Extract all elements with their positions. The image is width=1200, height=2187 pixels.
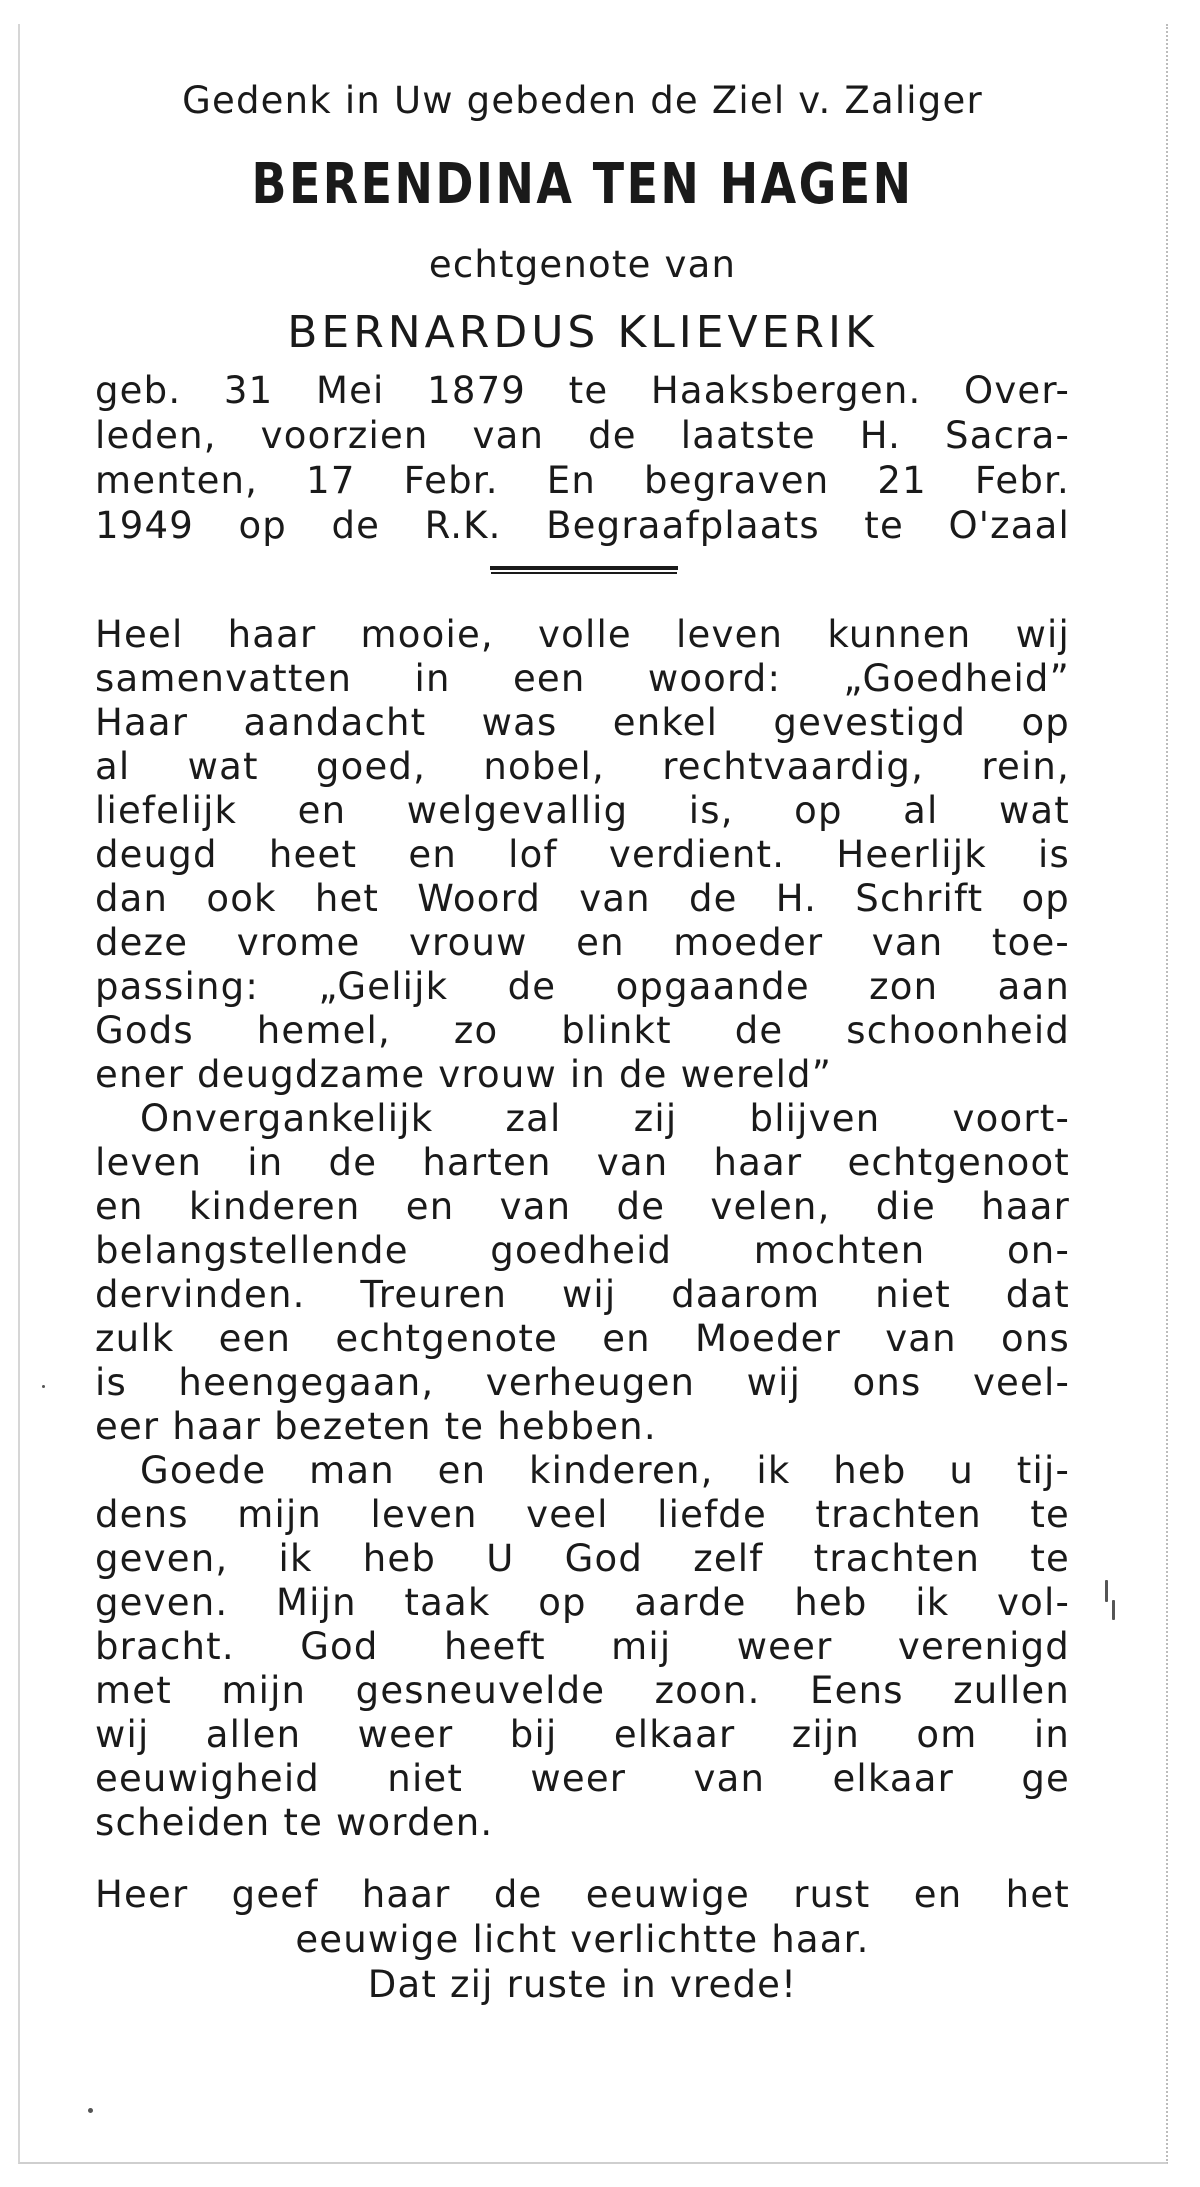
body-line: dervinden. Treuren wij daarom niet dat [95,1273,1070,1316]
deceased-name: BERENDINA TEN HAGEN [251,152,914,217]
body-line: bracht. God heeft mij weer verenigd [95,1625,1070,1668]
body-line: eer haar bezeten te hebben. [95,1405,657,1448]
body-line: passing: „Gelijk de opgaande zon aan [95,965,1070,1008]
body-line: met mijn gesneuvelde zoon. Eens zullen [95,1669,1070,1712]
body-line: dens mijn leven veel liefde trachten te [95,1493,1070,1536]
body-line: is heengegaan, verheugen wij ons veel- [95,1361,1070,1404]
body-line: Onvergankelijk zal zij blijven voort- [140,1097,1070,1140]
scan-speck [88,2108,93,2113]
bio-line: 1949 op de R.K. Begraafplaats te O'zaal [95,504,1070,547]
scan-speck [42,1385,45,1388]
body-line: eeuwigheid niet weer van elkaar ge [95,1757,1070,1800]
bio-line: menten, 17 Febr. En begraven 21 Febr. [95,459,1070,502]
body-line: geven, ik heb U God zelf trachten te [95,1537,1070,1580]
body-line: scheiden te worden. [95,1801,494,1844]
bio-line: leden, voorzien van de laatste H. Sacra- [95,414,1070,457]
body-line: Heel haar mooie, volle leven kunnen wij [95,613,1070,656]
body-line: deugd heet en lof verdient. Heerlijk is [95,833,1070,876]
body-line: samenvatten in een woord: „Goedheid” [95,657,1070,700]
body-line: Haar aandacht was enkel gevestigd op [95,701,1070,744]
body-line: liefelijk en welgevallig is, op al wat [95,789,1070,832]
body-line: Goede man en kinderen, ik heb u tij- [140,1449,1070,1492]
body-line: en kinderen en van de velen, die haar [95,1185,1070,1228]
closing-line: eeuwige licht verlichtte haar. [295,1918,870,1961]
body-line: ener deugdzame vrouw in de wereld” [95,1053,833,1096]
body-line: deze vrome vrouw en moeder van toe- [95,921,1070,964]
body-line: geven. Mijn taak op aarde heb ik vol- [95,1581,1070,1624]
scan-speck [1105,1580,1108,1602]
divider-rule [490,566,678,570]
bio-line: geb. 31 Mei 1879 te Haaksbergen. Over- [95,369,1070,412]
body-line: leven in de harten van haar echtgenoot [95,1141,1070,1184]
spouse-name: BERNARDUS KLIEVERIK [287,307,878,358]
header-line: Gedenk in Uw gebeden de Ziel v. Zaliger [182,79,983,122]
body-line: zulk een echtgenote en Moeder van ons [95,1317,1070,1360]
body-line: wij allen weer bij elkaar zijn om in [95,1713,1070,1756]
scan-speck [1112,1600,1115,1620]
body-line: al wat goed, nobel, rechtvaardig, rein, [95,745,1070,788]
closing-line: Heer geef haar de eeuwige rust en het [95,1873,1070,1916]
body-line: Gods hemel, zo blinkt de schoonheid [95,1009,1070,1052]
body-line: dan ook het Woord van de H. Schrift op [95,877,1070,920]
body-line: belangstellende goedheid mochten on- [95,1229,1070,1272]
closing-line: Dat zij ruste in vrede! [367,1963,798,2006]
relation-line: echtgenote van [428,243,737,286]
